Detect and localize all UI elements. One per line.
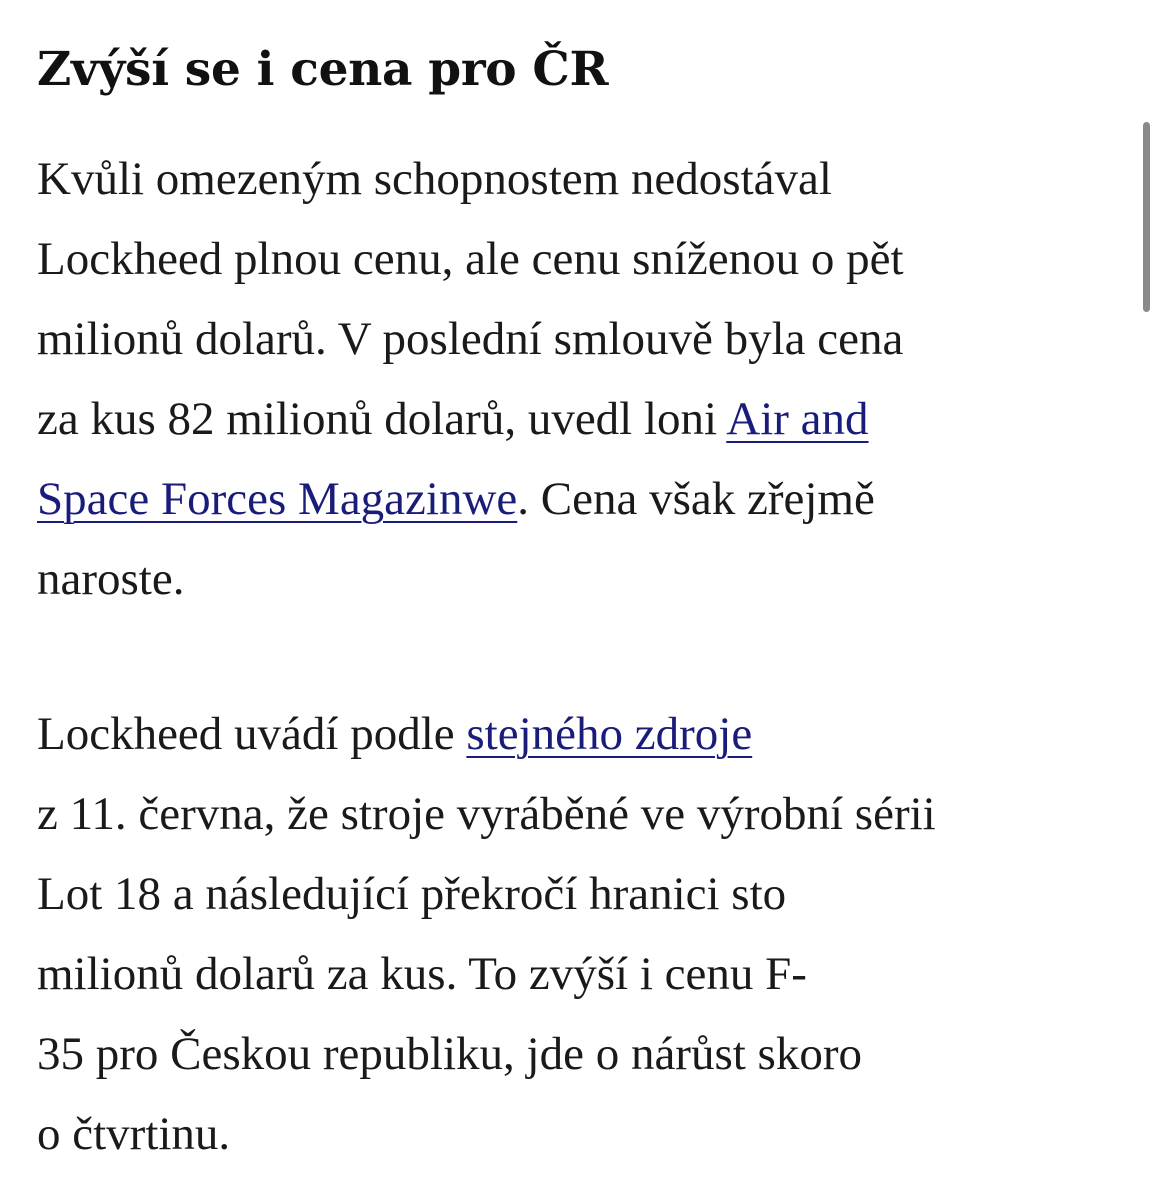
vertical-scrollbar[interactable]	[1143, 122, 1150, 312]
paragraph-lot-18	[37, 694, 1127, 1174]
text-line: 35 pro Českou republiku, jde o nárůst skoro	[37, 1028, 863, 1080]
article	[37, 30, 1127, 1174]
same-source-link[interactable]: stejného zdroje	[466, 708, 753, 760]
text-segment: Lockheed uvádí podle	[37, 708, 467, 760]
text-line: Kvůli omezeným schopnostem nedostával	[37, 153, 832, 205]
text-line: naroste.	[37, 553, 185, 605]
text-line: z 11. června, že stroje vyráběné ve výrobní sérii	[37, 788, 936, 840]
text-segment: . Cena však zřejmě	[517, 473, 875, 525]
text-line: milionů dolarů. V poslední smlouvě byla cena	[37, 313, 904, 365]
text-line: Lot 18 a následující překročí hranici sto	[37, 868, 787, 920]
air-and-space-forces-magazine-link-part1[interactable]: Air and	[726, 393, 869, 445]
text-line: Lockheed plnou cenu, ale cenu sníženou o pět	[37, 233, 904, 285]
text-line-with-link	[37, 459, 1127, 539]
text-line-with-link	[37, 694, 1127, 774]
text-line: o čtvrtinu.	[37, 1108, 231, 1160]
paragraph-price-reduction	[37, 139, 1127, 619]
text-line: milionů dolarů za kus. To zvýší i cenu F-	[37, 948, 807, 1000]
article-heading: Zvýší se i cena pro ČR	[37, 42, 609, 97]
air-and-space-forces-magazine-link-part2[interactable]: Space Forces Magazinwe	[37, 473, 518, 525]
text-line-with-link	[37, 379, 1127, 459]
text-segment: za kus 82 milionů dolarů, uvedl loni	[37, 393, 727, 445]
